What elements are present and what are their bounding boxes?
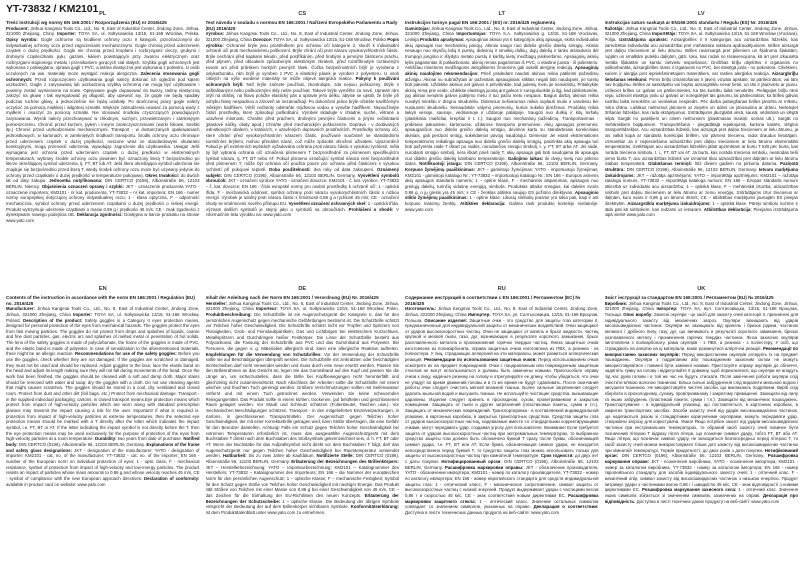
section-cs [206, 10, 400, 273]
field-label: Declaration of conformity: [144, 475, 200, 481]
field-text: Prieš pradedant naudoti akinius reikia patikrinti pažeidimų atžvilgiu. Akiniai su subraižytais ar pažeistais apsauginiais stiklais negali būti naudojami, jie turėtų būti pakeisti. Uždėkite akinius ant galvos ir pritvirtinkite, kad judesių metu jie nenukristų. Pritaikykite akinių rėmą prie veido, uždėkite elastingą juostą ant galvos ir sureguliuokite jo ilgį, kad įsitikintumėte, jog akiniai nenukris galvos judėjimo metu ir tuo pačiu metu nespaus. Baigus darbą, akinius reikia nuvalyti minkštu ir drėgnu skudurėliu. Didesnius nešvarumus reikia nuplauti muilu ir vandeniu bei nusausinti skudurėliu. Nenaudokite valymo priemonių, kurios sukelia įbrėžimus. Produktą reikia laikyti vėsioje, sausoje, vėdinamoje ir uždaroje patalpoje. Saugoti nuo dulkių ir kitų teršalų (plastikiniai maišeliai, krepšiai ir t. t.). Saugoti nuo mechaninių pažeidimų. Transportavimas - pridėtose pakuotėse, kartonuose, uždarose transporto priemonėse. Akių apsaugos priemonės, apsaugančios nuo didelio greičio dalelių smūgio, dėvimos kartu su standartiniais korekciniais akiniais, gali perduoti smūgį, sukeldamos pavojų naudotojui. Dėmesio! Jei esant ekstremalioms temperatūroms reikalinga apsauga nuo didelio greičio dalelių smūgių, pasirinkta akių apsauga turi būti pažymėta raide T iškart po raidės, nurodančios smūgio simbolį, t. y. FT, BT arba AT. Jei raidė, nurodanti smūgio simbolį, nėra iškart prieš raidę T, akių apsauga gali būti naudojama tik apsaugai nuo didelio greičio dalelių kambario temperatūroje. [405, 70, 599, 161]
field-text: DIN CERTCO (0196), Alboinstraße 56, 12103 BERLIN, Niemcy. [6, 178, 200, 189]
field-label: Prohlášení o shodě: [348, 206, 394, 212]
field-label: Ražotājs: [604, 25, 624, 31]
language-code: RU [497, 286, 506, 292]
field-text: DIN CERTCO (0196), Alboinstraße 56, 12103 BERLIN, Germany. [205, 453, 399, 464]
field-label: Manufacturer: [6, 306, 35, 312]
field-label: Recommendations for use of the safety goggles: [75, 351, 177, 357]
field-text: JKT – ražotāja apzīmējums; YATO – importētāja apzīmējums; KM2101 – ražotāja kataloga numurs, YT-73832 – importētāja kataloga numurs; EN 166 – Eiropas standarta numurs attiecībā uz individuālo acu aizsardzību; 1 – optiskā klase, F – mehāniskā izturība, aizsardzības simbols pret daļiņu triecieniem ar lielu ātrumu ar zemu enerģiju. Izstrādājums iztur triecienus ar daļiņām, kuru svars ir 0,86 g un ātrums 45m/s; CE – atbilstības marķējums jaunajām ES pieejas direktīvām. [604, 172, 798, 206]
field-text: DIN CERTCO (0196), Alboinstraße 56, 12103 BERLIN, Germany. [624, 167, 759, 172]
field-text: Jinhua Kangmai Tools Co., Ltd., No. 8, East of Industrial Center, Jindong Zone, Jinhua, 321000 Zhejiang, China [405, 25, 599, 37]
field-text: Apsauginiai akiniai yra II kategorijos akių apsauga, skirta individualiai akių apsaugai nuo mechaninių pavojų. Akiniai saugo nuo didelio greičio dalelių smūgių. Akiniai nesaugo nuo skysčių lašų ir purslų, didesnių ir smulkių dulkių, dujų dalelių ir lanko atsiradusio dėl trumpojo jungimo ir išlydyto metalo purslų ir karštų kietų medžiagų įsiskverbimo. Apsauginių akinių lęšis pagamintas iš polikarbonato, akinių rėmas pagamintas iš PVC, o elastinė juosta - iš poliesterio. Ankščiau minėtoms medžiagoms alergiškiems žmonėms gali sukelti alerginę reakciją. [405, 36, 599, 71]
section-de [206, 273, 400, 564]
field-label: Aizsargstikla marķējuma izskaidrojums: [627, 200, 711, 206]
field-text: V informačním listu výrobku na: www.yato.com [205, 206, 399, 218]
field-label: Korpuso žymėjimų paaiškinimas: [405, 167, 476, 172]
field-text: TOYA S.A. Sołtysowicka g. 13/15, 51-168 Vroclavas, Lenkija [405, 31, 599, 42]
field-label: Empfehlungen für die Verwendung von Schutzbrillen: [205, 351, 322, 357]
instruction-grid [6, 10, 798, 564]
field-label: Description of the product: [23, 317, 83, 323]
field-label: Notified body: [6, 436, 200, 447]
section-title: Instrukcijas saturs saskaņā ar EN166:2001 standartu / Regulu (ES) Nr. 2016/425 [604, 20, 778, 25]
field-label: Importer: [73, 311, 93, 317]
field-text: TOYA SA, ul. Sołtysowicka 13/15, 51-168 Wrocław, Polsko [272, 36, 388, 42]
field-text: two years from date of purchase. [116, 436, 184, 442]
field-label: Deklaracja zgodności: [76, 212, 123, 218]
field-text: TOYA SA, ul. Sołtysowicka 13/15, 51-168 Wrocław, Polska. [76, 31, 200, 37]
field-text: Jinhua Kangmai Tools Co., Ltd., No. 8, East of Industrial Center, Jindong Zone, Jinhua, 321000 Zhejiang, China [6, 306, 200, 317]
field-text: DIN CERTCO (0196), Alboinstraße 56, 12103 BERLIN, Germany. [462, 161, 599, 167]
field-text: bis zu zwei Jahre ab Kaufdatum. [246, 453, 317, 459]
field-label: Рекомендації по використанню захисних окулярів: [604, 345, 798, 357]
field-label: Produkto aprašymas: [420, 36, 465, 42]
section-en [6, 273, 200, 564]
field-text: Защитные очки - это средство для защиты глаз категории II, предназначенные для индивидуальной защиты от механических воздействий. Очки защищают от ударов высокоскоростных частиц. Очки не защищают от капель и брызг жидкости, частиц крупной и мелкой пыли, газа, дуг, возникающих в результате короткого замыкания, брызг расплавленного металла и проникновения горячих твердых частиц. Линза защитных очков изготовлена из поликарбоната, оправа защитных очков изготовлена из ПВХ, а резинка - из полиэстера. У лиц, страдающих аллергией на эти материалы, может развиться аллергическая реакция. [405, 317, 599, 363]
field-text: JKT - označení výrobce YATO - označení dovozce; KM2101 - č. kat. výrobce, YT-73832 – č. kat. dovozce; EN 166 - číslo evropské normy pro osobní prostředky k ochraně očí; 1 - optická třída, F - mechanická odolnost, symbol ochrany proti nárazu vysokorychlostních částic s nízkou energií. Výrobek je odolný proti nárazu částic s hmotností 0,86 g a rychlostí 45 m/s; CE - označení shody se směrnicemi nového přístupu EU. [205, 178, 399, 206]
field-label: Explanations of the frame and safety glass designations: [6, 441, 200, 453]
field-text: Захисні окуляри - це засіб для захисту очей категорії II, призначені для індивідуального захисту від механічних загроз. Окуляри захищають від ударів високошвидкісних частинок. Окуляри не захищають від крапель і бризок рідини, частинок великого і дрібного пилу, газу, дуг, що виникають в результаті короткого замикання, бризок розплавленого металу і проникнення гарячих твердих частинок. Лінза захисних окулярів виготовлена з полікарбонату, рама окулярів - з ПВХ, а резинка - з поліестеру. У осіб, що страждають на алергію на ці матеріали, може розвинутися алергічна реакція. [604, 311, 798, 351]
field-label: Notifizierte Stelle: [316, 453, 354, 459]
field-text: 1 - optická třída. Význam dalších symbolů je stejný jako u symbolů na obroučkách. [205, 200, 399, 212]
language-code: LV [697, 11, 705, 17]
field-text: TOYA SA, ул. Солтысовицка, 13/15, 51-168 Вроцлав, Польша. [405, 311, 599, 323]
field-text: DIN CERTCO (0196), Alboinstraße 56, 12103 BERLIN, Germany. [222, 172, 358, 178]
field-label: Izstrādājuma apraksts: [619, 36, 669, 42]
section-title: Contents of the instruction in accordance with the norm EN 166:2001 / Regulation (EU) no. 2016/425 [6, 295, 195, 306]
field-text: iki dvejų metų nuo pirkimo datos. [405, 155, 599, 167]
field-text: Jinhua Kangmai Tools Co., Ltd., No. 8, East of Industrial Center, Jindong Zone, Jinhua, 321000 Zhejiang, China [405, 306, 599, 317]
field-text: Перед використанням окулярів оглядніть їх на предмет пошкоджень. Окуляри з подряпаним або пошкодженим захисним склом не можуть використовуватися і повинні бути замінені новими. Пристосуйте оправу окулярів до обличчя, надягніть гумку на голову і відрегулюйте її довжину, щоб переконатися, що окуляри не впадуть під час рухів голови і в той же час не будуть стискати. Після закінчення роботи окуляри слід очистити м'якою вологою тканиною. Більш сильні забруднення слід видалити мильною водою і висушити тканиною. Не використовуйте чистячі засоби, що викликають подряпини. Виріб слід зберігати в прохолодному, сухому, провітрюваному і закритому приміщенні. Захищати від пилу та інших забруднень (пластикові пакети, сумки і т.п.). Захищати від механічних пошкоджень. Транспортування - в індивідуальній упаковці, що поставляється, в картонних коробках, в закритих транспортних засобах. Засоби захисту очей від ударів високошвидкісних частинок, що надягаються разом зі стандартними коригуючими окулярами, можуть передавати удар, створюючи загрозу для користувача. Увага! Якщо потрібен захист від ударів високошвидкісних частинок при екстремальних температурах, то обраний засіб захисту очей повинен бути позначений літерою T відразу після літери, що позначає символ удару, тобто FT, BT або AT. Якщо літера, що позначає символ удару, не знаходиться безпосередньо перед літерою T, то засіб захисту очей можна використовувати тільки для захисту від високошвидкісних частинок при кімнатній температурі. Термін придатності: до двох років з дати покупки. [604, 351, 798, 453]
field-label: Produktbeschreibung: [205, 311, 252, 317]
field-text: Ochranné brýle jsou prostředkem pro ochranu očí kategorie 2, slouží k individuální ochraně očí proti mechanickému poškození. Brýle chrání oči proti nárazu vysokorychlostních částic. Brýle nechrání před kapkami tekutin, před postříkáním, před hrubými a jemnými částicemi prachu, před plynem, před obloukem způsobeným elektrickým zkratem, před rozstříknutým roztaveným kovem ani před průnikem horkých pevných látek. Čočka bezpečnostních brýlí je vyrobena z polykarbonátu, rám brýlí je vyroben z PVC a elastický pásek je vyroben z polyesteru. U osob citlivých na výše uvedené materiály se může objevit alergická reakce. [205, 42, 399, 82]
section-title: Зміст інструкції за стандартом EN 166:2001 / Регламентом (EU) № 2016/425 [604, 295, 774, 300]
field-text: do dwóch lat od daty zakupu. [6, 172, 200, 184]
field-label: Aizsargbriļļu lietošanas ieteikumi: [604, 70, 798, 82]
field-text: Die Schutzbrille ist ein Augenschutzgerät der Kategorie II, das für den persönlichen Augenschutz gegen mechanische Gefährdungen bestimmt ist. Die Schutzbrille schützt vor Teilchen hoher Geschwindigkeit. Die Schutzbrille schützt nicht vor Tropfen und Spritzern von Flüssigkeiten, Grob- und Feinstaubpartikeln, Gas und Lichtbögen bei elektrischem Kurzschluss, Metallspritzern und Durchdringen heißer Festkörper. Die Linse der Schutzbrille besteht aus Polycarbonat, die Fassung der Schutzbrille aus PVC und das Gummiband aus Polyester. Bei Personen, die gegen o. g. Materialien allergisch sind, kann eine allergische Reaktion auftreten. [205, 311, 399, 351]
section-title: Instrukcijos turinys pagal EN 166:2001 / (ES) nr. 2016/425 reglamentą [405, 20, 556, 25]
field-text: Jinhua Kangmai Tools Co., Ltd., No. 8, East of Industrial Center, Jindong Zone, Jinhua, 321000 Zhejiang, China [604, 25, 798, 37]
field-text: Než brýle začnete používat, zkontrolujte, zda nejsou poškozeny. Brýle s poškrábanými nebo poškozenými skly nelze používat. Takové brýle vyměňte za nové. Upravte rám brýlí na obličej, na hlavu položte elastický pás a upravte jeho délku, abyste se ujistili, že brýle při pohybu hlavy nespadnou a zároveň se nezamačkají. Po dokončení práce brýle očistěte navlhčeným měkkým hadříkem. Větší nečistoty odstraňte mýdlovou vodou a vysušte hadříkem. Nepoužívejte čisticí prostředky, které způsobují poškrábání. Výrobek skladujte v chladné, suché, větrané a uzavřené místnosti. Chraňte před prachem, drobnými pevnými částicemi a jinými nečistotami (plastové sáčky, obaly apod.) Chraňte před mechanickým poškozením. Doprava - v dodávaných jednotkových obalech, v krabicích, v uzavřených dopravních prostředcích. Prostředky ochrany očí, které chrání před vysokorychlostním nárazem částic, používané současně se standardními korekčními brýlemi, mohou přenášet náraz, což může způsobit ohrožení uživatele. Upozornění! Pokud je při extrémních teplotách vyžadována ochrana proti nárazu částic s vysokou rychlostí, měla by být vybraná ochrana očí označena písmenem T bezprostředně za písmenem specifikujícím symbol nárazu, tj. FT, BT nebo AT. Pokud písmeno označující symbol nárazu není bezprostředně před písmenem T, může být ochrana očí použita pouze pro ochranu před částicemi s vysokou rychlostí při pokojové teplotě. [205, 82, 399, 172]
field-label: Vysvětlení označení ochranných skel: [288, 200, 367, 206]
field-label: Декларація про відповідність: [604, 492, 798, 504]
field-label: Jednostka notyfikowana: [49, 178, 103, 184]
field-label: Durability: [95, 436, 117, 442]
field-label: Opisy wyrobu: [6, 36, 38, 42]
language-code: EN [98, 286, 107, 292]
field-text: JKT - oznaczenie producenta YATO - oznaczenie importera; KM2101 - nr kat. producenta, YT-73832 – nr kat. importera; EN 166 - numer normy europejskiej dotyczącej ochrony indywidualnej oczu; 1 - klasa optyczna, F - odporność mechaniczna, symbol ochrony przed uderzeniem cząstkami o dużej prędkości o niskiej energii. Produkt wytrzymuje uderzenie cząstkami o masie 0,86 g i prędkości 45 m/s; CE - znak zgodności z dyrektywami nowego podejścia UE. [6, 183, 200, 218]
field-label: Dovozce: [252, 36, 273, 42]
field-text: TOYA SA, вул. Солтисовіцька, 13/15, 51-168 Вроцлав, Польща. [604, 306, 798, 317]
field-label: Нотифицированный орган: [441, 458, 502, 464]
field-label: Нотифікований орган: [604, 447, 798, 459]
section-body [206, 31, 400, 218]
field-label: Výrobce: [205, 31, 225, 37]
field-label: Notifikuotoji įstaiga: [419, 161, 463, 167]
field-text: Pieejama izstrādājuma lapā vietnē www.yato.com [604, 206, 798, 218]
field-text: DIN CERTCO (0196), Alboinstraße 56, 12103 BERLIN, Germany. [17, 441, 147, 447]
field-text: līdz diviem gadiem no pirkuma datuma. [692, 161, 781, 167]
section-body [605, 26, 799, 218]
field-label: Описание изделия: [424, 317, 468, 323]
language-code: CS [298, 11, 307, 17]
language-code: DE [298, 286, 307, 292]
language-code: LT [498, 11, 505, 17]
section-body [405, 306, 599, 515]
field-label: Paziņotā struktūra: [604, 161, 798, 172]
field-text: Safety goggles is a Category II eyes protection means, designed for personal protection of the eyes from mechanical hazards. The goggles protect the eyes from fast moving particles. The goggles do not protect from drops and splashes of liquids, coarse and fine dust particles, gas, electric arc and splashes of melted metal or penetration of hot solids. The lens of the safety goggles is made of polycarbonate, the frame of the goggles is made of PVC, and the elastic band is made of polyester. In case of sensitization to the aforementioned materials, there might be an allergic reaction. [6, 317, 200, 357]
field-label: Galiojimo laikas: [507, 155, 544, 161]
field-text: Gogle ochronne są środkiem ochrony oczu II kategorii, przeznaczonymi do indywidualnej ochrony oczu przed zagrożeniami mechanicznymi. Gogle chronią przed uderzeniem cząstek o dużej prędkości. Gogle nie chronią przed kroplami i rozbryzgami cieczy, grubymi i drobnymi cząsteczkami pyłu, gazami, łukiem powstającym przy zwarciu elektrycznym oraz rozbryzgami stopionego metalu i przenikaniem gorących ciał stałych. Szybka gogli ochronnych jest wykonana z poliwęglanu, oprawa gogli z PVC, a taśma elastyczna jest wykonana z poliestru. U osób uczulonych na ww. materiały może wystąpić reakcja alergiczna. [6, 36, 200, 76]
language-code: PL [99, 11, 107, 17]
field-label: Опис виробу: [623, 311, 653, 317]
section-uk [605, 273, 799, 564]
field-label: Erläuterung der Bezeichnungen des Brillenkörpers: [291, 458, 399, 464]
field-label: Okres trwałości: [145, 172, 180, 178]
section-body [6, 26, 200, 224]
field-label: Декларация о соответствии: [533, 504, 599, 510]
field-label: Popis výrobku: [205, 36, 399, 48]
field-text: JKT – gamintojo žymėjimas; YATO - importuotojo žymėjimas; KM2101 - gamintojo katalogo Nr.; YT-73832 – importuotojo katalogo Nr.; EN 166 – Europos asmens akių apsaugos standarto numeris; 1 – optinė klasė, F - mechaninis atsparumas, apsaugos nuo greitųjų dalelių, turinčių vidutinę energiją, simbolis. Produktas atlaiko smūgius, kai dalelės svoris 0,86 g, o jų greitis yra 45 m/s; s CE - ženklas atitinka naujojo ES požiūrio direktyvas. [405, 167, 599, 195]
field-label: Importeur: [255, 306, 278, 312]
field-text: JKT - обозначение производителя, YATO - обозначение импортера; KM2101 - номер по каталогу производителя, YT-73832 - номер по каталогу импортера; EN 166 - номер европейского стандарта для средств индивидуальной защиты глаз; 1 - оптический класс, F - механическое сопротивление, символ защиты от высокоскоростных частиц с низкой энергией. Продукт выдерживает удары с частицами весом 0,86 г и скоростью 45 м/с, CE - знак соответствия новым директивам ЕС. [405, 464, 599, 498]
field-label: Atitikties deklaracija: [460, 200, 506, 206]
field-label: Pokyny k používání ochranných brýlí: [205, 76, 399, 88]
section-lt [405, 10, 599, 273]
field-text: TOYA SA, ul. Sołtysowicka 13/15, 51-168 Wrocław, Poland. [6, 311, 200, 323]
field-text: Jinhua Kangmai Tools Co., Ltd., No. 8, East of Industrial Center, Jindong Zone, Jinhua, 321000 Zhejiang, China [604, 300, 798, 312]
field-label: Producent: [6, 25, 29, 31]
field-label: Изготовитель: [405, 306, 437, 312]
field-text: 1 – optische Klasse. Die Bedeutung der übrigen Symbole entspricht der Bedeutung der auf dem Brillenkörper sichtbaren Symbole. [205, 498, 399, 510]
field-label: Haltbarkeit: [222, 453, 247, 459]
field-text: 1 – optiskā klase. Pārējo simbolu nozīme ir tāda pati kā simboliem, kas redzami uz ietvaram. [604, 200, 798, 212]
section-body [206, 301, 400, 516]
field-label: Импортер: [467, 311, 491, 317]
field-label: Atbilstības deklarācija: [703, 206, 752, 212]
field-label: Hersteller: [205, 300, 227, 306]
section-pl [6, 10, 200, 273]
field-label: Gamintojas: [405, 25, 431, 31]
field-label: Konformitätserklärung: [350, 504, 399, 510]
field-text: 1 - optinė klasė. Likusių simbolių prasmė yra tokia pati, kaip ir ant korpuso matomų ženklų. [405, 195, 599, 206]
field-label: Розшифровка маркування захисного скла: [642, 487, 737, 493]
field-label: Importētājs: [652, 31, 677, 37]
document-title: YT-73832 / KM2101 [6, 3, 99, 15]
field-text: 1 - оптический класс. Значение остальных символов совпадает со значением символов, указанных на оправе. [405, 498, 599, 510]
field-label: Расшифровка маркировки оправы: [444, 464, 524, 470]
field-text: Przed rozpoczęciem użytkowania gogli należy dokonać ich oględzin pod kątem uszkodzeń. Gogle z zarysowaną lub uszkodzoną szybką ochronną nie mogą być użytkowane i powinny zostać wymienione na nowe. Opisywane gogle dopasować do twarzy, taśmę elastyczną założyć na głowę i tak wyregulować jej długość, aby upewnić się, że gogle nie będą spadały podczas ruchów głowy, a jednocześnie nie będą uciskały. Po skończonej pracy gogle należy oczyścić za pomocą miękkiej i wilgotnej szmatki. Większe zabrudzenia usuwać za pomocą wody z mydłem i osuszyć za pomocą szmatki. Nie stosować środków czyszczących powodujących zarysowania. Wyrób należy przechowywać w chłodnym, suchym, przewietrzanym i zamkniętym pomieszczeniu. Chronić przed kurzem, pyłem i innymi zanieczyszczeniami (worki foliowe, torebki itp.) Chronić przed uszkodzeniami mechanicznymi. Transport - w dostarczanych opakowaniach jednostkowych, w kartonach, w zamkniętych środkach transportu. Środki ochrony oczu chroniące przed uderzeniem cząstek o dużej prędkości, noszone wraz ze standardowymi okularami korekcyjnymi, mogą przenosić uderzenia, wywołując zagrożenie dla użytkownika. Uwaga! Jeśli wymagana jest ochrona przed uderzeniem cząstek o dużej prędkości w ekstremalnych temperaturach, wybrany środek ochrony oczu powinien być oznaczony literą T bezpośrednio po literze określającej symbol uderzenia, tj. FT, BT lub AT. Jeśli litera określająca symbol uderzenia nie znajduje się bezpośrednio przed literą T, wtedy środek ochrony oczu może być używany jedynie do ochrony przed cząstkami o dużej prędkości w temperaturze pokojowej. [6, 76, 200, 178]
field-label: Objaśnienia oznaczeń oprawy i szybki: [41, 183, 124, 189]
field-label: Срок годности: [540, 453, 574, 459]
field-text: available in product card on website: www.yato.com [6, 481, 106, 487]
field-label: Apsauginių akinių naudojimo rekomendacijos: [405, 65, 599, 76]
field-text: Pirms briļļu izmantošanas ir jāveic vizuāla apskate, lai pārliecinātos, vai tām nav bojājumu. Brilles ar saskrāpētu vai bojātu aizsargstiklu nevar lietot, un tās ir jāaizvieto ar jaunu. Uzlieciet brilles uz galvas un pārliecinieties, ka tās kustību laikā nenokritīs. Pielāgojiet briļļu rāmi sejai, uzlieciet elastīgo joslu uz galvas un noregulējiet tās garumu, lai pārliecinātos, ka brilles galvas kustību laikā nenokritīs un vienlaikus nespiedīs. Pēc darba pabeigšanas brilles jānotīra ar mīkstu, mitru drānu. Lielākus netīrumus jānoņem ar ziepēm un ūdeni un jānosusina ar drānu. Nelietojiet tīrīšanas līdzekļus, kas rada skrāpējumus. Izstrādājums jāuzglabā vēsā, sausā, vēdināmā un slēgtā telpā. Sargāt no putekļiem un citiem netīrumiem (plastmasas maisiņi, somas utt.). Sargāt no mehāniskiem bojājumiem. Transportēšana - piegādātajā iepakojumā, kartona kastēs, slēgtos transportlīdzekļos. Acu aizsardzības līdzekļi, kas aizsargā pret daļiņu triecieniem ar lielu ātrumu, ja tos valkā kopā ar standarta korekcijas brillēm, var pārnest triecienu, radot draudus lietotājam. Uzmanību! Ja ir nepieciešama aizsardzība pret daļiņu triecieniem ar lielu ātrumu ekstremālās temperatūrās, izvēlētajam acu aizsardzības līdzeklim jābūt apzīmētam ar burtu T tūlīt pēc burta, kas norāda trieciena simbolu, t. i., FT, BT vai AT. Ja burts, kas norāda trieciena simbolu, neatrodas tieši pirms burta T, acu aizsardzības līdzekli var izmantot tikai aizsardzībai pret daļiņām ar lielu ātrumu istabas temperatūrā. [604, 76, 798, 167]
field-text: Before you use the goggles, check whether they are not damaged. If the goggles are scratched or damaged, they must not be used and should be replaced. Adjust goggles to the face, lace the elastic band on the head and adjust its length making sure they will not fall during movements of the head. Once the work has been finished, the goggles should be cleaned with a soft and damp cloth. Major stains should be removed with water and soap; dry the goggles with a cloth. Do not use cleaning agents that might causes scratches. The goggles should be stored in a cool, dry, ventilated and closed room. Protect from dust and other dirt (foil bags, etc.) Protect from mechanical damage. Transport - in the supplied individual packaging, cartons, in closed transport means.Eye protection means which protect from impact of high-velocity particles which are worn along with standard prescription glasses may transmit the impact causing a risk for the user. Important! If what is required is. protection from impact of high-velocity particles at extreme temperatures, then the selected eye protection means should be marked with a T directly after the letter which indicates the impact symbol, i.e. FT, BT or AT. If the letter indicating the impact symbol is not directly before the T, then the eye protection means may be used exclusively for the purpose of protection of the eyes from high-velocity particles at a room temperature. [6, 351, 200, 442]
field-label: Doba použitelnosti: [269, 166, 311, 172]
field-label: Ietvaru marķējuma izskaidrojums: [604, 167, 798, 178]
section-lv [605, 10, 799, 273]
field-text: Доступна в листе технических данных продукта на веб-сайте: www.yato.com [405, 509, 560, 515]
section-title: Содержание инструкций в соответствии с EN 166:2001 / Регламентом (ЕС) № 2016/425 [405, 295, 581, 306]
field-text: JKT - designation of the manufacturer; YATO - designation of importer; KM2101 - cat. no. of the manufacturer; YT-73832 - cat. no. of the importer; EN 166 - number of the European norm on individual protection of eyes; 1 - optic class, F - mechanical resistance, symbol of protection from impact of high-velocity and low-energy particles. The product resists an impact of particles whose mass amounts to 0.86 g and whose velocity reaches 45 m/s, CE - symbol of compliance with the new European approach directives. [6, 447, 200, 481]
field-text: Galima rasti produkto kortelėje svetainėje: www.yato.com [405, 200, 599, 212]
field-text: dva roky od data zakoupení. [310, 166, 378, 172]
field-text: Jinhua Kangmai Tools Co., Ltd., No. 8, East of Industrial Center, Jindong Zone, Jinhua, 321000 Zhejiang, Chiny. [6, 25, 200, 37]
field-label: Erläuterung der Bezeichnungen der Schutzscheibe: [205, 492, 399, 504]
field-label: Apsauginio stiklo žymėjimų paaiškinimas: [405, 189, 599, 201]
field-text: TOYA SA, ul. Sołtysowicka 13/15, 51-168 Wrocław, Polen. [277, 306, 399, 312]
section-ru [405, 273, 599, 564]
section-title: Treść instrukcji wg normy EN 166:2001 / Rozporządzenia (EU) nr 2016/425 [6, 20, 167, 25]
language-code: UK [697, 286, 706, 292]
field-text: JKT – Herstellerbezeichnung; YATO – Importeurbezeichnung; KM2101 – Katalognummer des Herstellers; YT-73832 – Katalognummer des Importeurs; EN 166 – die Nummer der europäischen Norm für den persönlichen Augenschutz; 1 – optische Klasse; F – mechanische Festigkeit; Symbol für den Schutz gegen Stöße von Teilchen hoher Geschwindigkeit mit niedriger Energie. Das Produkt hält Stößen von Teilchen mit einer Masse von 0,86 g bei einer Geschwindigkeit von 45 m/s, CE – das Zeichen für die Einhaltung der EU-Richtlinien des neuen Konzepts. [205, 464, 399, 498]
field-label: Vysvětlení symbolů obroučok: [205, 172, 399, 184]
field-text: Vor der Verwendung der Schutzbrille sollte sie auf Beschädigungen überprüft werden. Die Schutzbrille mit zerkratzten oder beschädigten Sichtscheiben darf nicht verwendet werden und muss durch eine neue ersetzt werden. Passen Sie den Brillenrahmen an das Gesicht an, legen Sie das Gummiband auf den Kopf und passen Sie die Länge an, um sicherzustellen, dass die Brille bei Kopfbewegungen nicht herunterfällt und gleichzeitig nicht zusammendrückt. Nach Abschluss der Arbeiten sollte die Schutzbrille mit einem weichen und feuchten Tuch gereinigt werden. Größere Verschmutzungen sollten mit Seifenwasser entfernt und mit einem Tuch getrocknet werden. Verwenden Sie keine scheuernden Reinigungsmittel. Das Produkt sollte in einem kühlen, trockenen, gut belüfteten und geschlossenen Raum gelagert werden. Vor Staub und Schmutz schützen (Folienbeutel, Taschen usw.). Vor mechanischen Beschädigungen schützen. Transport - in den mitgelieferten Einzelverpackungen, in Kartons, in geschlossenen Transportmitteln. Der Augenschutz gegen Teilchen hoher Geschwindigkeit, der mit einer Korrekturbrille getragen wird, kann Stöße übertragen, die eine Gefahr für den Benutzer darstellen. Achtung! Falls ein Schutz gegen Teilchen hoher Geschwindigkeit bei extremen Temperaturen erforderlich ist, muss das ausgewählte Augenschutzgerät mit dem Buchstaben T direkt nach dem Buchstaben des Stoßsymbols gekennzeichnet sein, d. h. FT, BT oder AT. Wenn der Buchstabe für das Aufprallsymbol nicht direkt vor dem Buchstaben T folgt, darf das Augenschutzgerät nur gegen Teilchen hoher Geschwindigkeit bei Raumtemperatur verwendet werden. [205, 351, 399, 459]
field-label: Розшифровка маркування оправи: [604, 453, 798, 464]
section-body [405, 26, 599, 213]
field-text: 1 - оптичний клас. Значення інших символів збігається зі значенням символів, зазначених на оправі. [604, 487, 798, 498]
field-label: Расшифровка маркировки защитного стекла: [405, 492, 599, 504]
section-body [605, 301, 799, 505]
field-text: TOYA SA, ul. Sołtysowicka 13/15, 51-168 Wrocław (Vroclava), Polija. [604, 31, 798, 42]
field-text: JKT - позначення виробника, YATO - позначення імпортера; KM2101 - номер за каталогом виробника, YT-73832 - номер за каталогом імпортера; EN 166 - номер європейського стандарту для засобів індивідуального захисту очей; 1 - оптичний клас, F - механічний опір, символ захисту від високошвидкісних частинок з низькою енергією. Продукт витримує удари з частинками вагою 0,86 г і швидкістю 45 м/с, CE - знак відповідності з новими директивами ЄС. [604, 458, 798, 493]
field-label: Zalecenia stosowania gogli ochronnych: [6, 70, 200, 82]
field-text: до двух лет с даты покупки. [405, 453, 599, 464]
section-title: Inhalt der Anleitung nach der Norm EN 166:2001 / Verordnung (EU) Nr. 2016/425 [205, 295, 379, 300]
field-text: Jinhua Kangmai Tools Co., Ltd., No. 8, East of Industrial Center, Jindong Zone, Jinhua, 321000 Zhejiang, China [205, 31, 399, 42]
field-label: Виробник: [604, 300, 628, 306]
field-text: DIN CERTCO (0196), Alboinstraße 56, 12103 BERLIN, Germany. [618, 453, 768, 459]
field-text: Aizsargbrilles ir II kategorijas acu aizsardzības līdzeklis, kas paredzētas individuālai acu aizsardzībai pret mehāniska rakstura apdraudējumiem. Brilles aizsargā pret daļiņu triecieniem ar lielu ātrumu. Brilles neaizsargā pret pilieniem un šķidruma šļakatām, rupjām un smalkām putekļu daļiņām, gāzi, loku, kas rodas no īssavienojuma, kā arī pret izkausēta metāla šļakatām un karstu cietvielu iespiešanos. Drošības briļļu objektīvs ir izgatavots no polikarbonāta, aizsargbrilles rāmis ir izgatavots no PVC, bet elastīgā josla - no poliestera. Cilvēkiem, kuriem ir alerģija pret iepriekšminētajiem materiāliem, var rasties alerģiska reakcija. [604, 36, 798, 76]
field-text: Доступна в листі технічних даних продукту на веб-сайті: www.yato.com [635, 498, 780, 504]
field-label: Importuotojas: [456, 31, 487, 37]
field-text: Jinhua Kangmai Tools Co., Ltd., No. 8, East of Industrial Center, Jindong Zone, Jinhua, 321000 Zhejiang, China [205, 300, 399, 312]
field-text: DIN CERTCO (0196), Alboinstraße 56, 12103 BERLIN, Germany. [405, 458, 599, 470]
field-text: Dostępna w karcie produktu na stronie www.yato.com [6, 212, 200, 223]
field-label: Importer: [57, 31, 77, 37]
field-label: Glabāšanas termiņš: [648, 161, 693, 167]
section-body [6, 306, 200, 487]
field-label: Імпортер: [656, 306, 678, 312]
section-title: Text návodu v souladu s normou EN 166:2001 / Nařízení Evropského Parlamentu a Rady (EU) 2016/425 [205, 20, 398, 31]
field-text: Перед использованием очков осмотрите их на предмет повреждений. Очки с поцарапанным или поврежденным защитным стеклом не могут использоваться и должны быть заменены новыми. Приспособьте оправу очков к лицу, наденьте резинку на голову и отрегулируйте ее длину, чтобы убедиться, что очки не упадут во время движений головы и в то же время не будут сдавливать. После окончания работы очки следует очистить мягкой влажной тканью. Более сильные загрязнения следует удалить мыльной водой и высушить тканью. Не используйте чистящие средства, вызывающие царапины. Изделие следует хранить в прохладном, сухом, проветриваемом и закрытом помещении. Защищать от пыли и других загрязнений (пластиковые пакеты, сумки и т.п.). Защищать от механических повреждений. Транспортировка - в поставляемой индивидуальной упаковке, в картонных коробках, в закрытых транспортных средствах. Средства защиты глаз от ударов высокоскоростных частиц, надеваемые вместе со стандартными корректирующими очками, могут передавать удар, создавая угрозу для пользователя. Внимание! Если требуется защита от ударов высокоскоростных частиц при экстремальных температурах, то выбранное средство защиты глаз должно быть обозначено буквой T сразу после буквы, обозначающей символ удара, т.е. FT, BT или AT. Если буква, обозначающая символ удара, не находится непосредственно перед буквой T, то средство защиты глаз можно использовать только для защиты от высокоскоростных частиц при комнатной температуре. [405, 357, 599, 459]
field-label: Oznámený subjekt: [205, 166, 399, 178]
field-label: Рекомендации по использованию защитных очков: [424, 357, 537, 363]
field-text: Ist dem Produktdatenblatt unter www.yato.com zu entnehmen. [205, 509, 326, 515]
